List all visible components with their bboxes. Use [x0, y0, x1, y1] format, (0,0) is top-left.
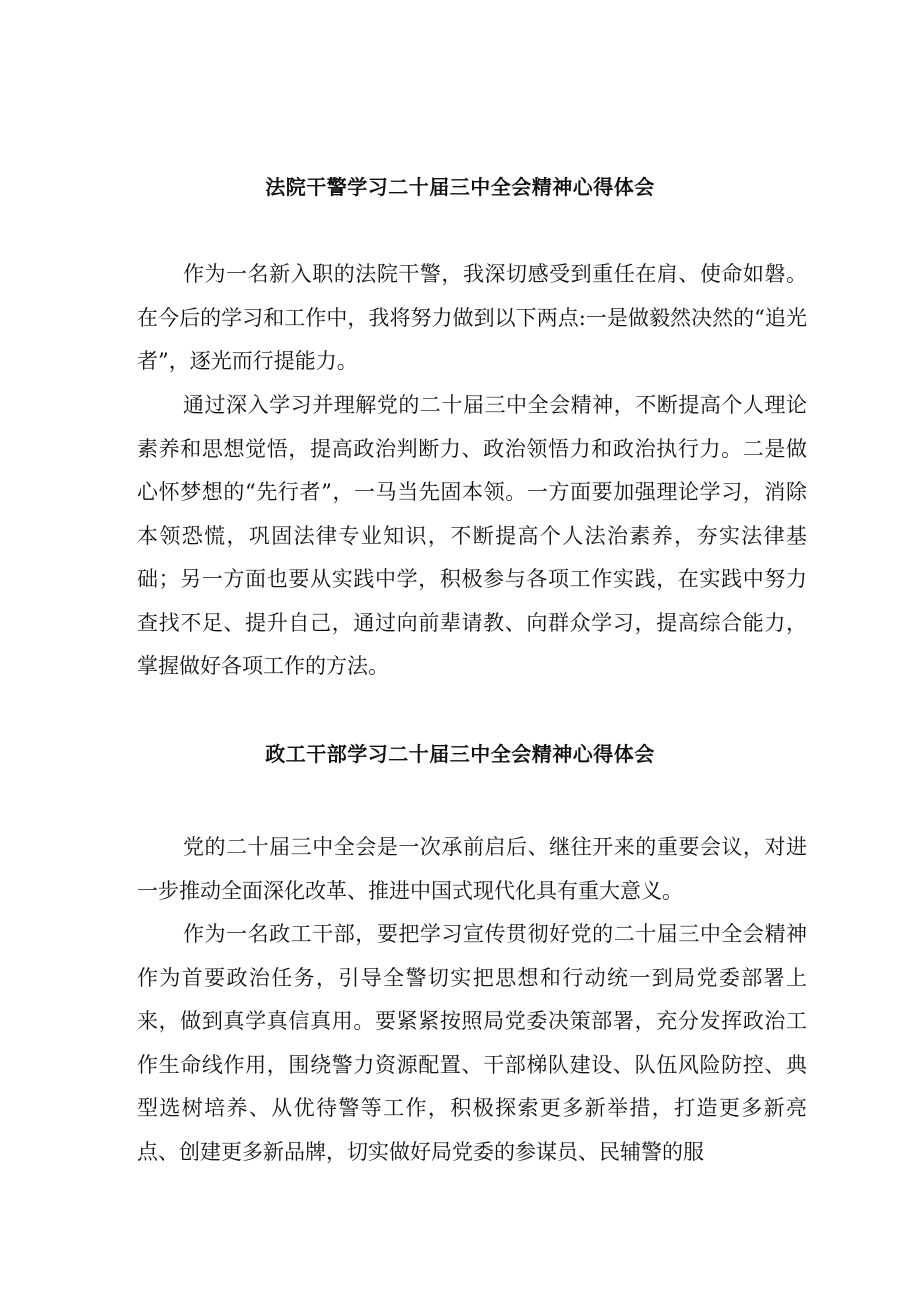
section1-title: 法院干警学习二十届三中全会精神心得体会	[265, 175, 655, 199]
section1-paragraph-2: 通过深入学习并理解党的二十届三中全会精神，不断提高个人理论素养和思想觉悟，提高政治判断力、政治领悟力和政治执行力。二是做心怀梦想的“先行者”，一马当先固本领。一方面要加强理论学习，消除本领恐慌，巩固法律专业知识，不断提高个人法治素养，夯实法律基础；另一方面也要从实践中学，积极参与各项工作实践，在实践中努力查找不足、提升自己，通过向前辈请教、向群众学习，提高综合能力，掌握做好各项工作的方法。	[137, 393, 807, 678]
section2-paragraph-2: 作为一名政工干部，要把学习宣传贯彻好党的二十届三中全会精神作为首要政治任务，引导全警切实把思想和行动统一到局党委部署上来，做到真学真信真用。要紧紧按照局党委决策部署，充分发挥政治工作生命线作用，围绕警力资源配置、干部梯队建设、队伍风险防控、典型选树培养、从优待警等工作，积极探索更多新举措，打造更多新亮点、创建更多新品牌，切实做好局党委的参谋员、民辅警的服	[137, 922, 807, 1164]
section1-paragraph-1: 作为一名新入职的法院干警，我深切感受到重任在肩、使命如磐。在今后的学习和工作中，我将努力做到以下两点:一是做毅然决然的“追光者”，逐光而行提能力。	[137, 262, 807, 373]
section2-paragraph-1: 党的二十届三中全会是一次承前启后、继往开来的重要会议，对进一步推动全面深化改革、推进中国式现代化具有重大意义。	[137, 835, 807, 903]
section2-title: 政工干部学习二十届三中全会精神心得体会	[265, 742, 655, 766]
